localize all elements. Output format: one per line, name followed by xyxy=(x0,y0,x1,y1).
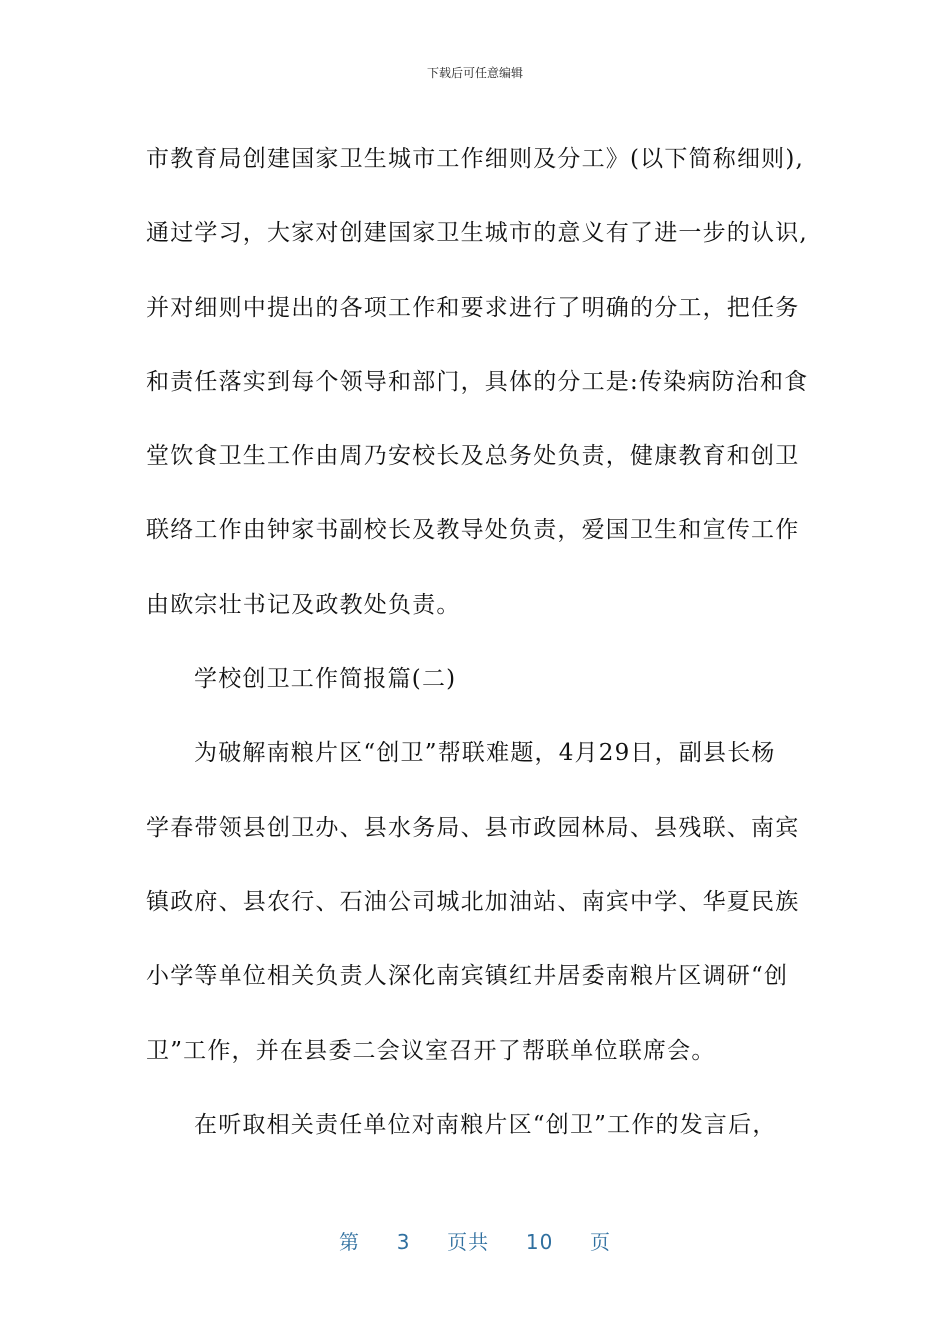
current-page-number: 3 xyxy=(396,1230,411,1254)
text-line: 堂饮食卫生工作由周乃安校长及总务处负责，健康教育和创卫 xyxy=(146,443,800,470)
total-page-count: 10 xyxy=(525,1230,554,1254)
footer-prefix: 第 xyxy=(338,1230,360,1254)
page-header: 下载后可任意编辑 xyxy=(426,66,523,80)
text-line: 在听取相关责任单位对南粮片区“创卫”工作的发言后， xyxy=(194,1111,777,1138)
page-footer xyxy=(0,1226,950,1255)
text-line: 联络工作由钟家书副校长及教导处负责，爱国卫生和宣传工作 xyxy=(146,517,800,544)
text-line: 通过学习，大家对创建国家卫生城市的意义有了进一步的认识, xyxy=(146,220,808,247)
text-line: 镇政府、县农行、石油公司城北加油站、南宾中学、华夏民族 xyxy=(146,888,800,915)
text-line: 并对细则中提出的各项工作和要求进行了明确的分工，把任务 xyxy=(146,294,800,321)
text-line: 学春带领县创卫办、县水务局、县市政园林局、县残联、南宾 xyxy=(146,814,800,841)
footer-suffix: 页 xyxy=(590,1230,612,1254)
text-line: 卫”工作，并在县委二会议室召开了帮联单位联席会。 xyxy=(146,1037,716,1064)
section-heading: 学校创卫工作简报篇(二) xyxy=(194,666,457,693)
text-line: 由欧宗壮书记及政教处负责。 xyxy=(146,591,461,618)
text-line: 为破解南粮片区“创卫”帮联难题，4月29日，副县长杨 xyxy=(194,740,776,767)
footer-middle: 页共 xyxy=(447,1230,490,1254)
text-line: 小学等单位相关负责人深化南宾镇红井居委南粮片区调研“创 xyxy=(146,963,789,990)
document-body xyxy=(146,122,826,1162)
text-line: 和责任落实到每个领导和部门，具体的分工是:传染病防治和食 xyxy=(146,368,809,395)
text-line: 市教育局创建国家卫生城市工作细则及分工》(以下简称细则), xyxy=(146,146,805,172)
